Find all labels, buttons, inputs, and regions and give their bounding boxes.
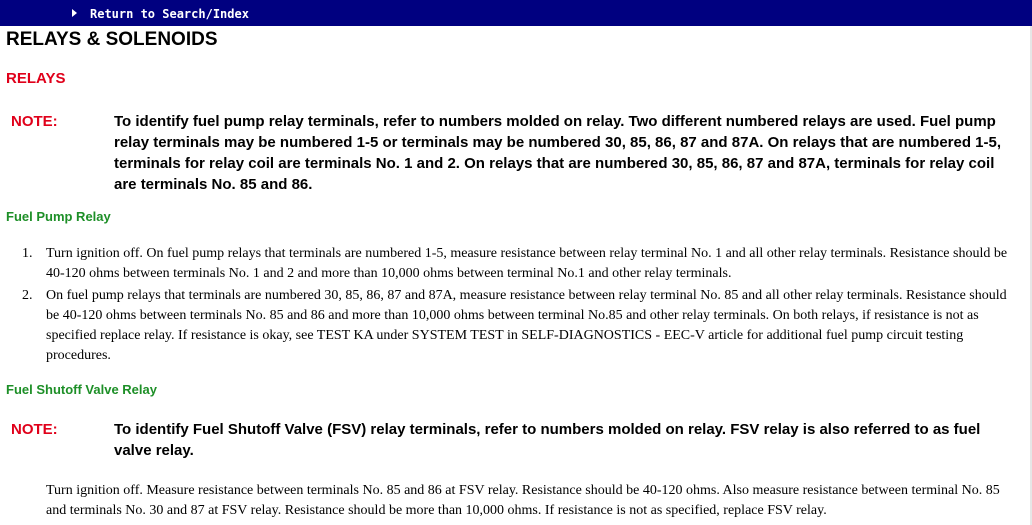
triangle-right-icon	[72, 9, 77, 17]
top-nav-bar	[0, 0, 1032, 26]
step-text: On fuel pump relays that terminals are numbered 30, 85, 86, 87 and 87A, measure resistance between relay terminal No. 85 and all other relay terminals. Resistance should be 40-120 ohms between terminals No. 85 and 86 and more than 10,000 ohms between terminal No.85 and other relay terminals. On both relays, if resistance is not as specified replace relay. If resistance is okay, see TEST KA under SYSTEM TEST in SELF-DIAGNOSTICS - EEC-V article for additional fuel pump circuit testing procedures.	[46, 288, 1007, 363]
list-item	[22, 286, 1008, 366]
step-text: Turn ignition off. On fuel pump relays that terminals are numbered 1-5, measure resistance between relay terminal No. 1 and all other relay terminals. Resistance should be 40-120 ohms between terminals No. 1 and 2 and more than 10,000 ohms between terminal No.1 and other relay terminals.	[46, 246, 1008, 281]
fuel-pump-relay-heading: Fuel Pump Relay	[6, 209, 111, 224]
fuel-shutoff-valve-relay-heading: Fuel Shutoff Valve Relay	[6, 382, 157, 397]
section-title-relays: RELAYS	[6, 70, 66, 87]
fuel-pump-relay-steps	[22, 244, 1008, 366]
page-title: RELAYS & SOLENOIDS	[6, 29, 218, 50]
list-item	[22, 244, 1008, 284]
step-number: 1.	[22, 246, 33, 261]
note-label: NOTE:	[11, 113, 58, 130]
note-text: To identify Fuel Shutoff Valve (FSV) relay terminals, refer to numbers molded on relay. FSV relay is also referred to as fuel valve relay.	[114, 421, 981, 459]
return-to-search-link[interactable]: Return to Search/Index	[90, 7, 249, 21]
fsv-relay-test-paragraph: Turn ignition off. Measure resistance between terminals No. 85 and 86 at FSV relay. Resistance should be 40-120 ohms. Also measure resistance between terminal No. 85 and terminals No. 30 and 87 at FSV relay. Resistance should be more than 10,000 ohms. If resistance is not as specified, replace FSV relay.	[46, 483, 1000, 518]
note-label: NOTE:	[11, 421, 58, 438]
step-number: 2.	[22, 288, 33, 303]
note-text: To identify fuel pump relay terminals, refer to numbers molded on relay. Two different numbered relays are used. Fuel pump relay terminals may be numbered 1-5 or terminals may be numbered 30, 85, 86, 87 and 87A. On relays that are numbered 1-5, terminals for relay coil are terminals No. 1 and 2. On relays that are numbered 30, 85, 86, 87 and 87A, terminals for relay coil are terminals No. 85 and 86.	[114, 113, 1002, 193]
